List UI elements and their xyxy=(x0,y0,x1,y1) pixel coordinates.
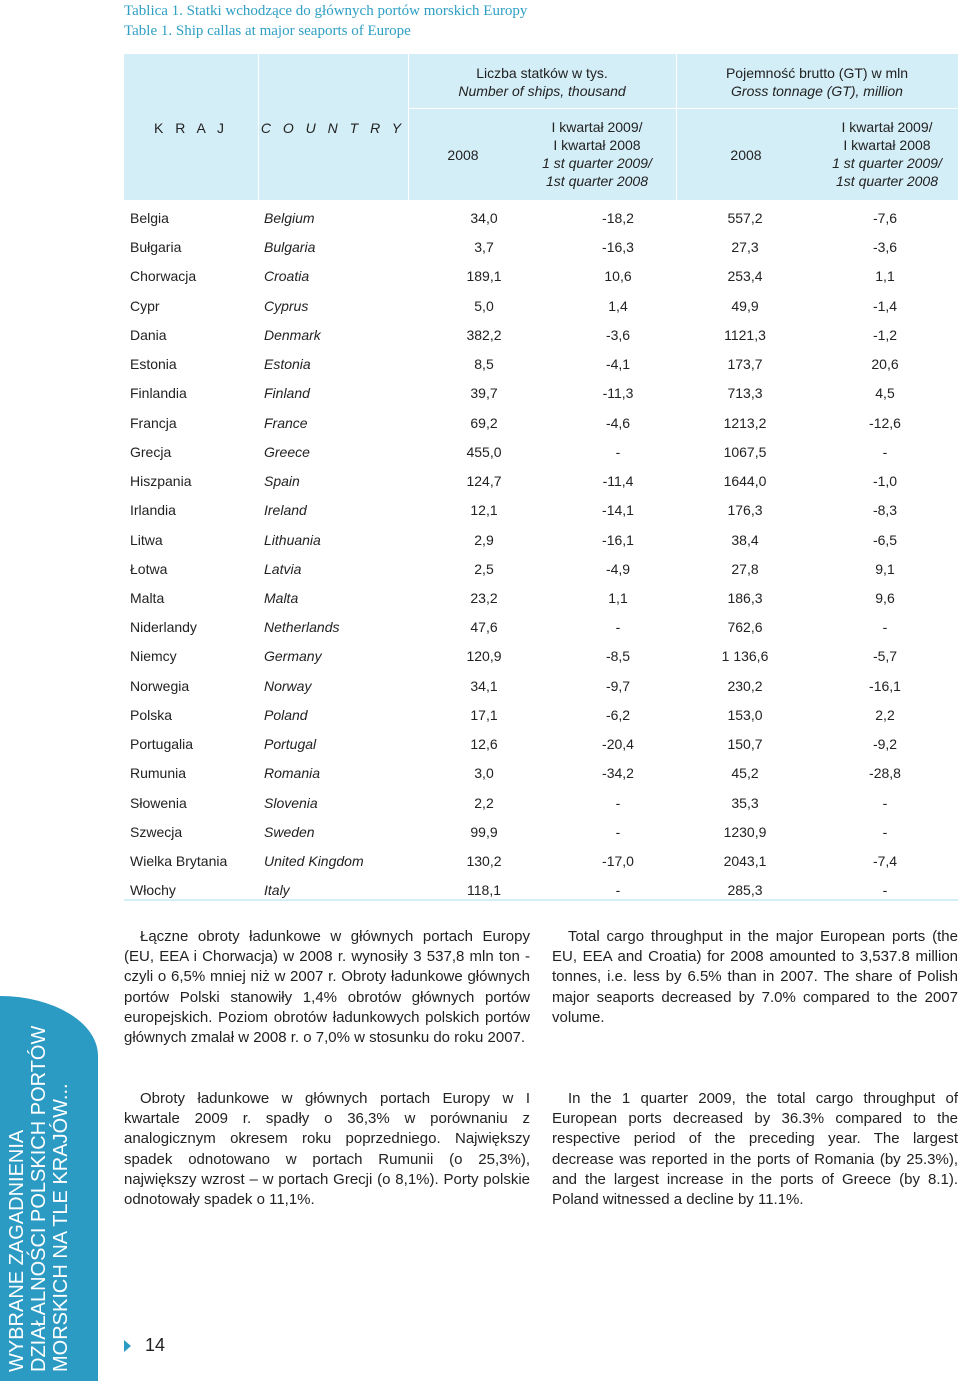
cell-gt-2008: 35,3 xyxy=(731,794,759,811)
cell-ships-quarter-change: -9,7 xyxy=(605,677,631,694)
cell-country-pl: Francja xyxy=(130,414,177,431)
cell-country-pl: Portugalia xyxy=(130,736,194,753)
page-arrow-icon xyxy=(124,1340,131,1352)
cell-gt-quarter-change: -5,7 xyxy=(872,648,898,665)
cell-country-pl: Chorwacja xyxy=(130,268,197,285)
cell-ships-quarter-change: -8,5 xyxy=(605,648,631,665)
cell-ships-quarter-change: 1,1 xyxy=(608,589,628,606)
cell-country-pl: Irlandia xyxy=(130,502,176,519)
header-country: C O U N T R Y xyxy=(260,120,406,136)
table-bottom-rule xyxy=(124,899,958,901)
cell-gt-2008: 1121,3 xyxy=(724,326,766,343)
cell-ships-quarter-change: -18,2 xyxy=(602,210,634,226)
header-ships-quarter: I kwartał 2009/ I kwartał 2008 1 st quarter 2009/ 1st quarter 2008 xyxy=(542,119,652,189)
cell-ships-quarter-change: 10,6 xyxy=(604,268,632,285)
cell-gt-quarter-change: - xyxy=(882,794,888,811)
cell-gt-quarter-change: 2,2 xyxy=(875,706,895,723)
cell-ships-quarter-change: - xyxy=(615,882,621,899)
table-row xyxy=(124,584,958,613)
cell-country-en: United Kingdom xyxy=(264,853,364,870)
table-row xyxy=(124,467,958,496)
cell-country-en: Latvia xyxy=(264,560,302,577)
cell-gt-quarter-change: 9,6 xyxy=(875,589,895,606)
cell-country-en: France xyxy=(264,414,308,431)
cell-ships-quarter-change: -3,6 xyxy=(605,326,631,343)
paragraph-en-2: In the 1 quarter 2009, the total cargo throughput of European ports decreased by 36.3% compared to the respective period of the preceding year. The largest decrease was reported in the ports of Romania (by 25.3%), and the largest increase in the ports of Greece (by 8.1). Poland witnessed a decline by 11.1%. xyxy=(552,1090,958,1209)
cell-country-pl: Norwegia xyxy=(130,677,190,694)
cell-gt-2008: 45,2 xyxy=(731,765,759,782)
cell-country-en: Malta xyxy=(264,589,299,606)
table-row xyxy=(124,730,958,759)
cell-gt-2008: 557,2 xyxy=(727,210,763,226)
cell-ships-2008: 2,5 xyxy=(474,560,494,577)
cell-gt-quarter-change: -12,6 xyxy=(869,414,901,431)
table-row xyxy=(124,701,958,730)
cell-country-pl: Polska xyxy=(130,706,173,723)
cell-country-en: Croatia xyxy=(264,268,310,285)
cell-country-en: Lithuania xyxy=(264,531,321,548)
cell-ships-2008: 2,9 xyxy=(474,531,494,548)
cell-gt-quarter-change: -28,8 xyxy=(869,765,901,782)
cell-ships-quarter-change: -4,6 xyxy=(605,414,631,431)
cell-ships-2008: 130,2 xyxy=(466,853,502,870)
cell-gt-quarter-change: -9,2 xyxy=(872,736,898,753)
header-gt-2008: 2008 xyxy=(730,147,762,163)
cell-ships-quarter-change: -17,0 xyxy=(602,853,634,870)
table-row xyxy=(124,292,958,321)
cell-country-en: Bulgaria xyxy=(264,239,316,256)
cell-country-pl: Hiszpania xyxy=(130,473,192,490)
cell-ships-2008: 47,6 xyxy=(470,619,498,636)
paragraph-pl-2: Obroty ładunkowe w głównych portach Europy w I kwartale 2009 r. spadły o 36,3% w porównaniu z analogicznym okresem roku poprzedniego. Największy spadek odnotowano w portach Rumunii (o 25,3%), największy wzrost – w portach Grecji (o 8,1%). Porty polskie odnotowały spadek o 11,1%. xyxy=(124,1090,530,1209)
table-row xyxy=(124,262,958,291)
cell-country-pl: Słowenia xyxy=(130,794,187,811)
cell-country-en: Slovenia xyxy=(264,794,318,811)
cell-ships-quarter-change: -34,2 xyxy=(602,765,634,782)
cell-gt-quarter-change: -8,3 xyxy=(872,502,898,519)
cell-gt-2008: 27,3 xyxy=(731,239,759,256)
cell-gt-2008: 1230,9 xyxy=(723,823,767,840)
cell-country-pl: Estonia xyxy=(130,356,177,373)
header-kraj: K R A J xyxy=(154,120,228,136)
cell-gt-quarter-change: 1,1 xyxy=(875,268,895,285)
cell-ships-2008: 3,0 xyxy=(474,765,494,782)
table-row xyxy=(124,438,958,467)
cell-country-en: Belgium xyxy=(264,210,315,226)
cell-country-en: Ireland xyxy=(264,502,307,519)
cell-ships-quarter-change: -16,1 xyxy=(602,531,634,548)
table-title-pl: Tablica 1. Statki wchodzące do głównych portów morskich Europy xyxy=(124,3,528,19)
cell-country-en: Cyprus xyxy=(264,297,309,314)
cell-country-pl: Rumunia xyxy=(130,765,187,782)
cell-country-en: Denmark xyxy=(264,326,321,343)
chapter-side-title: WYBRANE ZAGADNIENIA DZIAŁALNOŚCI POLSKICH PORTÓW MORSKICH NA TLE KRAJÓW... xyxy=(6,1025,72,1372)
cell-ships-quarter-change: - xyxy=(615,619,621,636)
table-row xyxy=(124,672,958,701)
cell-country-pl: Niemcy xyxy=(130,648,177,665)
table-row xyxy=(124,233,958,262)
cell-gt-quarter-change: -1,0 xyxy=(872,473,898,490)
cell-ships-quarter-change: -4,1 xyxy=(605,356,631,373)
cell-ships-2008: 124,7 xyxy=(466,473,502,490)
cell-gt-2008: 285,3 xyxy=(727,882,763,899)
cell-gt-2008: 173,7 xyxy=(727,356,763,373)
header-gt-quarter: I kwartał 2009/ I kwartał 2008 1 st quarter 2009/ 1st quarter 2008 xyxy=(832,119,942,189)
cell-country-en: Spain xyxy=(264,473,300,490)
table-row xyxy=(124,642,958,671)
cell-gt-2008: 49,9 xyxy=(731,297,759,314)
table-row xyxy=(124,496,958,525)
cell-ships-quarter-change: - xyxy=(615,794,621,811)
cell-ships-quarter-change: -6,2 xyxy=(605,706,631,723)
table-row xyxy=(124,847,958,876)
cell-gt-quarter-change: -1,2 xyxy=(872,326,898,343)
cell-gt-2008: 176,3 xyxy=(727,502,763,519)
cell-gt-quarter-change: 4,5 xyxy=(875,385,895,402)
header-ships-group: Liczba statków w tys. Number of ships, thousand xyxy=(458,65,626,99)
cell-country-en: Netherlands xyxy=(264,619,340,636)
header-ships-2008: 2008 xyxy=(447,147,479,163)
cell-country-en: Greece xyxy=(264,443,310,460)
cell-gt-quarter-change: 9,1 xyxy=(875,560,895,577)
cell-country-pl: Szwecja xyxy=(130,823,183,840)
cell-country-en: Germany xyxy=(264,648,322,665)
cell-gt-quarter-change: - xyxy=(882,443,888,460)
cell-gt-2008: 762,6 xyxy=(727,619,763,636)
cell-ships-2008: 2,2 xyxy=(474,794,494,811)
cell-gt-quarter-change: -3,6 xyxy=(872,239,898,256)
cell-gt-2008: 1 136,6 xyxy=(721,648,769,665)
table-row xyxy=(124,350,958,379)
cell-gt-2008: 27,8 xyxy=(731,560,759,577)
cell-ships-quarter-change: -11,4 xyxy=(602,473,634,490)
cell-country-en: Norway xyxy=(264,677,312,694)
cell-ships-2008: 3,7 xyxy=(474,239,494,256)
cell-ships-quarter-change: - xyxy=(615,823,621,840)
cell-gt-2008: 186,3 xyxy=(727,589,763,606)
cell-gt-quarter-change: -1,4 xyxy=(872,297,898,314)
cell-country-pl: Bułgaria xyxy=(130,239,182,256)
cell-gt-2008: 253,4 xyxy=(727,268,763,285)
cell-ships-2008: 34,0 xyxy=(470,210,498,226)
cell-country-pl: Niderlandy xyxy=(130,619,197,636)
cell-ships-quarter-change: -4,9 xyxy=(605,560,631,577)
cell-gt-quarter-change: -6,5 xyxy=(872,531,898,548)
cell-gt-quarter-change: -7,6 xyxy=(872,210,898,226)
cell-ships-quarter-change: -11,3 xyxy=(602,385,634,402)
cell-ships-2008: 99,9 xyxy=(470,823,498,840)
cell-ships-quarter-change: - xyxy=(615,443,621,460)
cell-country-en: Sweden xyxy=(264,823,315,840)
cell-ships-2008: 382,2 xyxy=(466,326,502,343)
cell-country-en: Italy xyxy=(264,882,290,899)
cell-gt-quarter-change: 20,6 xyxy=(871,356,899,373)
cell-ships-2008: 17,1 xyxy=(470,706,498,723)
cell-country-pl: Grecja xyxy=(130,443,172,460)
table-row xyxy=(124,613,958,642)
cell-ships-2008: 8,5 xyxy=(474,356,494,373)
cell-country-pl: Włochy xyxy=(130,882,176,899)
cell-ships-2008: 189,1 xyxy=(466,268,502,285)
cell-country-en: Finland xyxy=(264,385,310,402)
cell-country-en: Poland xyxy=(264,706,308,723)
cell-ships-2008: 39,7 xyxy=(470,385,498,402)
table-title-en: Table 1. Ship callas at major seaports of Europe xyxy=(124,23,411,39)
cell-ships-2008: 12,6 xyxy=(470,736,498,753)
cell-ships-2008: 23,2 xyxy=(470,589,498,606)
cell-gt-2008: 2043,1 xyxy=(723,853,767,870)
cell-gt-quarter-change: -7,4 xyxy=(872,853,898,870)
table-row xyxy=(124,379,958,408)
cell-country-pl: Belgia xyxy=(130,210,169,226)
cell-gt-2008: 150,7 xyxy=(727,736,763,753)
table-row xyxy=(124,204,958,233)
cell-country-en: Estonia xyxy=(264,356,311,373)
page-number: 14 xyxy=(145,1335,166,1355)
cell-country-pl: Finlandia xyxy=(130,385,187,402)
cell-gt-quarter-change: - xyxy=(882,619,888,636)
cell-country-pl: Cypr xyxy=(130,297,160,314)
cell-gt-quarter-change: - xyxy=(882,823,888,840)
cell-ships-2008: 12,1 xyxy=(470,502,498,519)
cell-gt-2008: 153,0 xyxy=(727,706,763,723)
cell-ships-2008: 120,9 xyxy=(466,648,502,665)
cell-country-pl: Dania xyxy=(130,326,167,343)
table-row xyxy=(124,526,958,555)
cell-gt-2008: 713,3 xyxy=(727,385,763,402)
cell-gt-2008: 1067,5 xyxy=(723,443,767,460)
table-row xyxy=(124,555,958,584)
table-row xyxy=(124,321,958,350)
cell-ships-quarter-change: 1,4 xyxy=(608,297,628,314)
paragraph-en-1: Total cargo throughput in the major European ports (the EU, EEA and Croatia) for 2008 amounted to 3,537.8 million tonnes, i.e. less by 6.5% than in 2007. The share of Polish major seaports decreased by 7.0% compared to the 2007 volume. xyxy=(552,928,958,1026)
cell-gt-quarter-change: - xyxy=(882,882,888,899)
cell-ships-quarter-change: -20,4 xyxy=(602,736,634,753)
cell-ships-2008: 69,2 xyxy=(470,414,498,431)
header-gt-group: Pojemność brutto (GT) w mln Gross tonnage (GT), million xyxy=(725,65,909,99)
cell-ships-2008: 118,1 xyxy=(467,882,501,899)
cell-gt-2008: 1213,2 xyxy=(723,414,767,431)
cell-ships-2008: 5,0 xyxy=(474,297,494,314)
cell-country-pl: Malta xyxy=(130,589,165,606)
cell-ships-quarter-change: -14,1 xyxy=(602,502,634,519)
table-row xyxy=(124,818,958,847)
cell-ships-2008: 34,1 xyxy=(470,677,498,694)
table-row xyxy=(124,789,958,818)
table-row xyxy=(124,759,958,788)
cell-country-pl: Litwa xyxy=(130,531,163,548)
paragraph-pl-1: Łączne obroty ładunkowe w głównych portach Europy (EU, EEA i Chorwacja) w 2008 r. wynosiły 3 537,8 mln ton - czyli o 6,5% mniej niż w 2007 r. Obroty ładunkowe głównych portów Polski stanowiły 1,4% obrotów głównych portów europejskich. Poziom obrotów ładunkowych polskich portów głównych zmalał w 2008 r. o 7,0% w stosunku do roku 2007. xyxy=(124,928,530,1047)
cell-gt-2008: 38,4 xyxy=(731,531,759,548)
cell-ships-quarter-change: -16,3 xyxy=(602,239,634,256)
cell-country-pl: Wielka Brytania xyxy=(130,853,228,870)
cell-country-pl: Łotwa xyxy=(130,560,168,577)
cell-gt-2008: 230,2 xyxy=(727,677,763,694)
cell-country-en: Portugal xyxy=(264,736,317,753)
cell-gt-2008: 1644,0 xyxy=(723,473,767,490)
cell-country-en: Romania xyxy=(264,765,321,782)
cell-ships-2008: 455,0 xyxy=(466,443,502,460)
cell-gt-quarter-change: -16,1 xyxy=(869,677,901,694)
table-row xyxy=(124,409,958,438)
